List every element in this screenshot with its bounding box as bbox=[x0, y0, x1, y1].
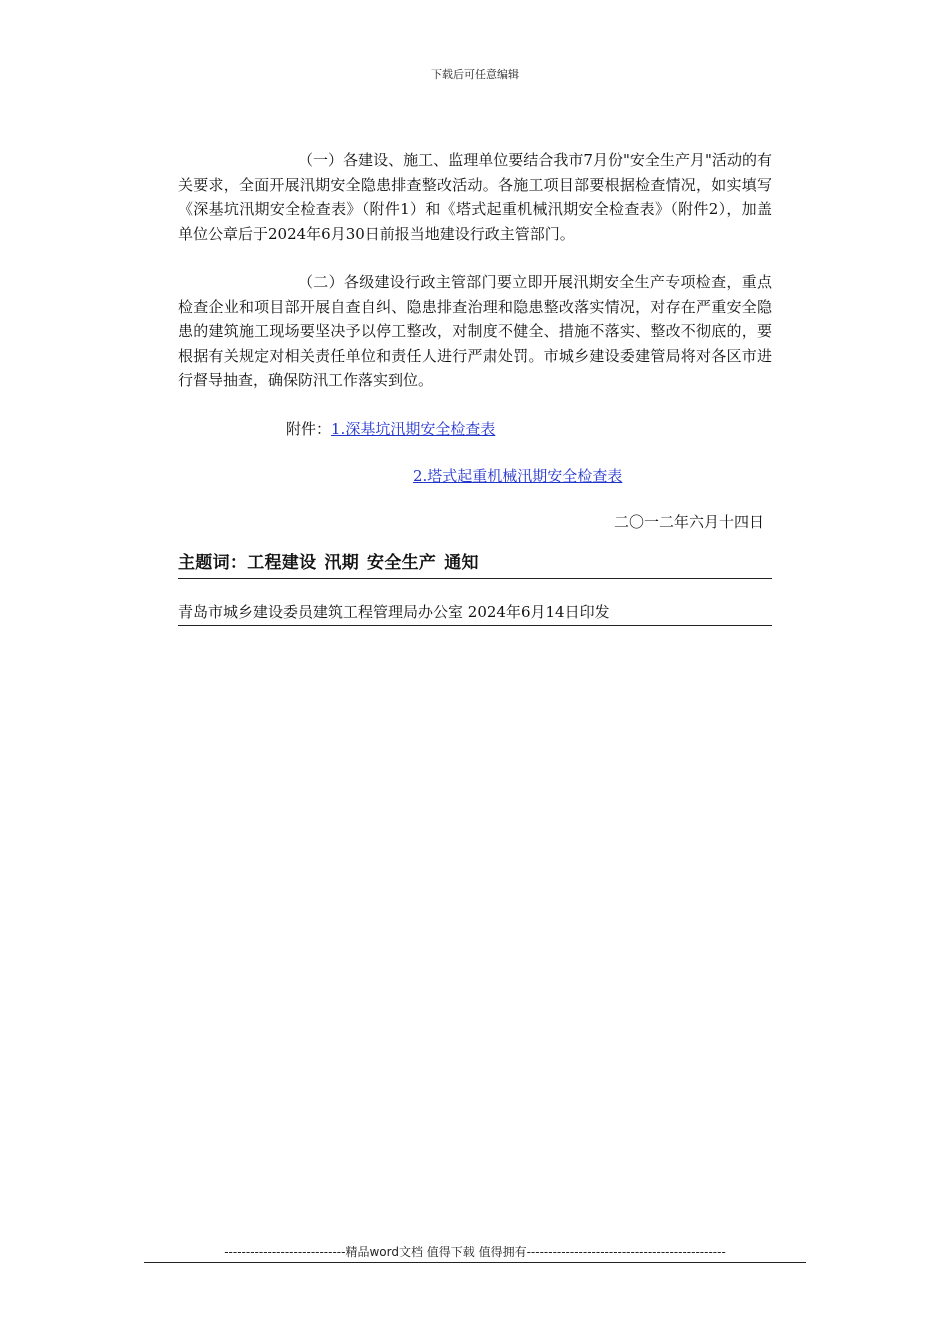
header-note: 下载后可任意编辑 bbox=[431, 68, 519, 81]
paragraph-1: （一）各建设、施工、监理单位要结合我市7月份"安全生产月"活动的有关要求，全面开展汛期安全隐患排查整改活动。各施工项目部要根据检查情况，如实填写《深基坑汛期安全检查表》（附件1）和《塔式起重机械汛期安全检查表》（附件2），加盖单位公章后于2024年6月30日前报当地建设行政主管部门。 bbox=[178, 151, 772, 243]
attachment-row-1 bbox=[178, 417, 772, 441]
subject-keyword: 工程建设 bbox=[247, 552, 317, 573]
paragraph-2: （二）各级建设行政主管部门要立即开展汛期安全生产专项检查，重点检查企业和项目部开展自查自纠、隐患排查治理和隐患整改落实情况，对存在严重安全隐患的建筑施工现场要坚决予以停工整改，对制度不健全、措施不落实、整改不彻底的，要根据有关规定对相关责任单位和责任人进行严肃处罚。市城乡建设委建管局将对各区市进行督导抽查，确保防汛工作落实到位。 bbox=[178, 273, 772, 389]
attachment-label: 附件： bbox=[286, 419, 332, 438]
document-body bbox=[178, 148, 772, 626]
subject-keyword: 安全生产 bbox=[367, 552, 437, 573]
issuer-line: 青岛市城乡建设委员建筑工程管理局办公室 2024年6月14日印发 bbox=[178, 601, 772, 626]
subject-keywords bbox=[178, 550, 772, 579]
footer-divider bbox=[144, 1262, 806, 1263]
document-date: 二〇一二年六月十四日 bbox=[613, 512, 764, 531]
attachment-row-2 bbox=[178, 464, 772, 488]
attachment-link-2[interactable]: 2.塔式起重机械汛期安全检查表 bbox=[413, 466, 623, 485]
subject-keyword: 汛期 bbox=[324, 552, 360, 573]
subject-label: 主题词： bbox=[178, 552, 248, 573]
footer-text: ----------------------------精品word文档 值得下载 值得拥有---------------------------------------------- bbox=[224, 1245, 726, 1259]
subject-keyword: 通知 bbox=[444, 552, 479, 573]
attachment-link-1[interactable]: 1.深基坑汛期安全检查表 bbox=[331, 419, 496, 438]
